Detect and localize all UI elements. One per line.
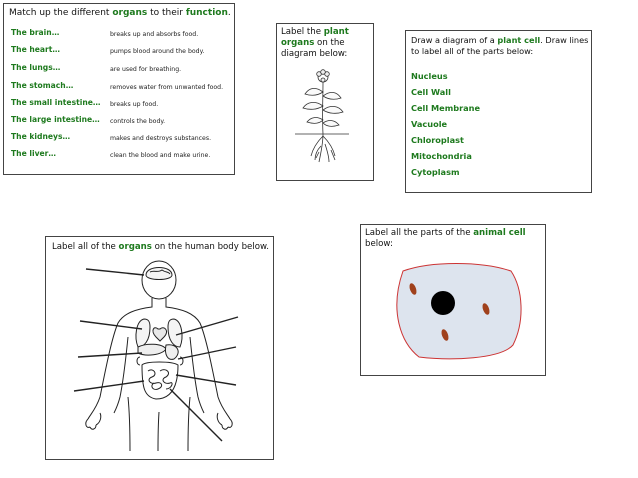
plant-diagram xyxy=(277,24,375,182)
organ-name: The brain… xyxy=(11,28,60,37)
organ-row xyxy=(4,63,234,77)
organs-matching-title xyxy=(9,8,231,18)
title-text: to their xyxy=(147,8,186,18)
organ-name: The large intestine… xyxy=(11,115,100,124)
organ-function: breaks up food. xyxy=(110,101,159,108)
organ-name: The lungs… xyxy=(11,63,61,72)
plant-cell-title xyxy=(411,35,589,57)
title-text: Label the xyxy=(281,27,324,37)
cell-part-label: Cell Wall xyxy=(411,87,451,97)
title-highlight: animal cell xyxy=(473,228,526,238)
title-text: Label all the parts of the xyxy=(365,228,474,238)
organ-row xyxy=(4,81,234,95)
organ-name: The small intestine… xyxy=(11,98,101,107)
organ-row xyxy=(4,132,234,146)
organ-name: The stomach… xyxy=(11,81,74,90)
organ-row xyxy=(4,149,234,163)
organ-name: The heart… xyxy=(11,45,61,54)
organ-name: The kidneys… xyxy=(11,132,71,141)
cell-part-label: Chloroplast xyxy=(411,135,464,145)
human-body-diagram xyxy=(46,237,275,461)
cell-part-label: Cytoplasm xyxy=(411,167,460,177)
title-text: Draw a diagram of a xyxy=(411,35,498,45)
organ-function: breaks up and absorbs food. xyxy=(110,31,199,38)
title-text: Match up the different xyxy=(9,8,113,18)
title-text: below: xyxy=(365,239,393,249)
organ-row xyxy=(4,115,234,129)
animal-cell-diagram xyxy=(361,225,547,377)
organ-function: removes water from unwanted food. xyxy=(110,84,224,91)
title-highlight-function: function xyxy=(185,8,228,18)
organ-row xyxy=(4,98,234,112)
title-highlight-organs: organs xyxy=(112,8,148,18)
cell-part-label: Vacuole xyxy=(411,119,448,129)
organ-function: pumps blood around the body. xyxy=(110,48,205,55)
title-highlight: organs xyxy=(118,242,152,252)
organ-name: The liver… xyxy=(11,149,57,158)
organ-function: makes and destroys substances. xyxy=(110,135,212,142)
title-highlight: plant organs xyxy=(281,27,349,48)
cell-part-label: Cell Membrane xyxy=(411,103,481,113)
title-text: on the diagram below: xyxy=(281,38,348,59)
nucleus xyxy=(431,291,455,315)
human-body-box xyxy=(45,236,274,460)
organ-row xyxy=(4,28,234,42)
title-highlight: plant cell xyxy=(497,35,541,45)
cell-part-label: Nucleus xyxy=(411,71,448,81)
title-text: Label all of the xyxy=(52,242,119,252)
plant-organs-box xyxy=(276,23,374,181)
animal-cell-box xyxy=(360,224,546,376)
organ-function: clean the blood and make urine. xyxy=(110,152,211,159)
organ-row xyxy=(4,45,234,59)
organs-matching-box xyxy=(3,3,235,175)
organ-function: controls the body. xyxy=(110,118,166,125)
organ-function: are used for breathing. xyxy=(110,66,182,73)
title-text: . Draw lines to label all of the parts below: xyxy=(411,35,589,56)
cell-part-label: Mitochondria xyxy=(411,151,472,161)
cell-membrane xyxy=(397,264,521,359)
title-text: . xyxy=(227,8,231,18)
title-text: on the human body below. xyxy=(151,242,269,252)
plant-cell-box xyxy=(405,30,592,193)
